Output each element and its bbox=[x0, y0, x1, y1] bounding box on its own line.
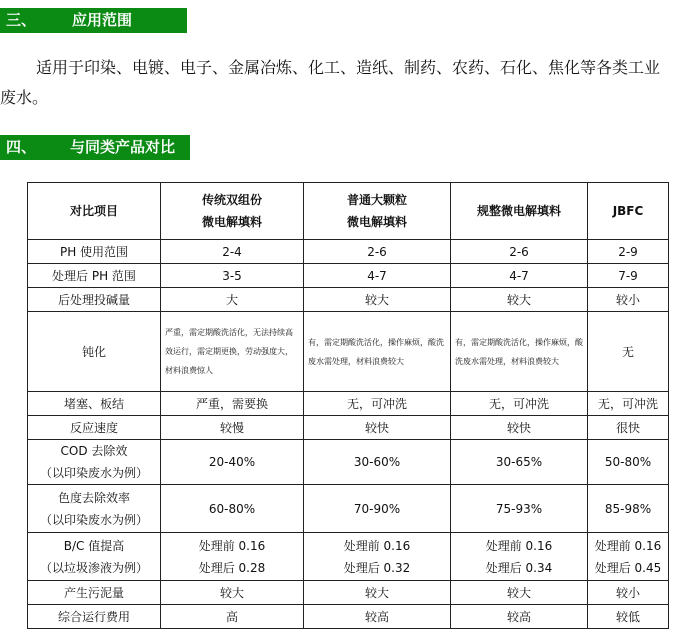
row-label-cell bbox=[28, 440, 161, 485]
row-label-cell bbox=[28, 392, 161, 416]
cell-line: 有，需定期酸洗活化，操作麻烦，酸洗废水需处理，材料浪费较大 bbox=[455, 337, 583, 366]
data-cell bbox=[161, 485, 304, 533]
cell-line: 较小 bbox=[615, 292, 640, 307]
data-cell bbox=[451, 416, 588, 440]
cell-line: 较大 bbox=[364, 585, 389, 600]
cell-line: （以垃圾渗液为例） bbox=[39, 560, 148, 575]
data-cell bbox=[304, 416, 451, 440]
data-cell bbox=[451, 264, 588, 288]
cell-line: 处理后 0.28 bbox=[198, 560, 266, 575]
cell-line: （以印染废水为例） bbox=[39, 512, 148, 527]
table-row bbox=[28, 264, 669, 288]
cell-line: 严重，需定期酸洗活化，无法持续高效运行，需定期更换，劳动强度大，材料浪费惊人 bbox=[165, 328, 293, 375]
table-row bbox=[28, 485, 669, 533]
data-cell bbox=[588, 312, 669, 392]
data-cell bbox=[451, 440, 588, 485]
cell-line: 4-7 bbox=[367, 268, 387, 283]
cell-line: 较高 bbox=[364, 609, 389, 624]
cell-line: 色度去除效率 bbox=[57, 490, 130, 505]
cell-line: 很快 bbox=[615, 420, 640, 435]
table-row bbox=[28, 240, 669, 264]
cell-line: 4-7 bbox=[509, 268, 529, 283]
data-cell bbox=[161, 288, 304, 312]
cell-line: 2-4 bbox=[222, 244, 242, 259]
data-cell bbox=[304, 485, 451, 533]
table-row bbox=[28, 312, 669, 392]
header-cell bbox=[304, 183, 451, 240]
header-cell bbox=[161, 183, 304, 240]
cell-line: PH 使用范围 bbox=[59, 244, 129, 259]
cell-line: 微电解填料 bbox=[346, 215, 407, 229]
data-cell bbox=[161, 581, 304, 605]
cell-line: 20-40% bbox=[208, 455, 256, 469]
cell-line: 规整微电解填料 bbox=[476, 204, 561, 218]
cell-line: 2-6 bbox=[509, 244, 529, 259]
cell-line: 无，可冲洗 bbox=[488, 396, 549, 411]
cell-line: 后处理投碱量 bbox=[57, 292, 130, 307]
cell-line: （以印染废水为例） bbox=[39, 466, 148, 480]
row-label-cell bbox=[28, 312, 161, 392]
data-cell bbox=[161, 440, 304, 485]
data-cell bbox=[588, 605, 669, 629]
cell-line: 2-6 bbox=[367, 244, 387, 259]
data-cell bbox=[451, 392, 588, 416]
table-row bbox=[28, 416, 669, 440]
row-label-cell bbox=[28, 605, 161, 629]
data-cell bbox=[304, 440, 451, 485]
data-cell bbox=[161, 312, 304, 392]
cell-line: 传统双组份 bbox=[201, 193, 262, 207]
data-cell bbox=[161, 605, 304, 629]
cell-line: 较大 bbox=[506, 585, 531, 600]
cell-line: 3-5 bbox=[222, 268, 242, 283]
data-cell bbox=[451, 485, 588, 533]
table-header-row bbox=[28, 183, 669, 240]
data-cell bbox=[588, 264, 669, 288]
cell-line: 较快 bbox=[506, 420, 531, 435]
data-cell bbox=[304, 240, 451, 264]
cell-line: 较高 bbox=[506, 609, 531, 624]
row-label-cell bbox=[28, 416, 161, 440]
data-cell bbox=[304, 605, 451, 629]
data-cell bbox=[161, 392, 304, 416]
cell-line: 严重，需要换 bbox=[195, 396, 268, 411]
cell-line: 处理前 0.16 bbox=[485, 538, 553, 553]
cell-line: 大 bbox=[225, 292, 238, 307]
cell-line: 无，可冲洗 bbox=[597, 396, 658, 411]
section-4-header bbox=[0, 135, 190, 160]
cell-line: B/C 值提高 bbox=[63, 538, 125, 553]
data-cell bbox=[588, 533, 669, 581]
table-row bbox=[28, 605, 669, 629]
cell-line: JBFC bbox=[612, 204, 644, 218]
cell-line: 30-65% bbox=[495, 455, 543, 469]
data-cell bbox=[588, 485, 669, 533]
cell-line: 反应速度 bbox=[69, 420, 118, 435]
cell-line: 处理后 0.32 bbox=[343, 560, 411, 575]
row-label-cell bbox=[28, 240, 161, 264]
data-cell bbox=[304, 264, 451, 288]
cell-line: 处理前 0.16 bbox=[594, 538, 662, 553]
table-row bbox=[28, 581, 669, 605]
table-row bbox=[28, 533, 669, 581]
data-cell bbox=[588, 240, 669, 264]
header-cell bbox=[588, 183, 669, 240]
cell-line: 较大 bbox=[506, 292, 531, 307]
cell-line: 30-60% bbox=[353, 455, 401, 469]
header-cell bbox=[28, 183, 161, 240]
cell-line: 较快 bbox=[364, 420, 389, 435]
cell-line: 高 bbox=[225, 609, 238, 624]
cell-line: COD 去除效 bbox=[60, 444, 128, 458]
data-cell bbox=[588, 392, 669, 416]
data-cell bbox=[451, 312, 588, 392]
cell-line: 对比项目 bbox=[69, 204, 118, 218]
row-label-cell bbox=[28, 533, 161, 581]
cell-line: 有，需定期酸洗活化，操作麻烦，酸洗废水需处理，材料浪费较大 bbox=[308, 337, 444, 366]
row-label-cell bbox=[28, 264, 161, 288]
section-4-number: 四、 bbox=[6, 138, 37, 156]
data-cell bbox=[161, 416, 304, 440]
section-3-header bbox=[0, 8, 187, 33]
comparison-table bbox=[27, 182, 669, 629]
data-cell bbox=[161, 533, 304, 581]
data-cell bbox=[451, 605, 588, 629]
data-cell bbox=[451, 581, 588, 605]
data-cell bbox=[588, 288, 669, 312]
cell-line: 处理前 0.16 bbox=[198, 538, 266, 553]
data-cell bbox=[304, 312, 451, 392]
data-cell bbox=[304, 581, 451, 605]
section-3-title: 应用范围 bbox=[72, 11, 133, 29]
data-cell bbox=[588, 416, 669, 440]
application-paragraph: 适用于印染、电镀、电子、金属冶炼、化工、造纸、制药、农药、石化、焦化等各类工业废水。 bbox=[0, 58, 661, 107]
cell-line: 较慢 bbox=[219, 420, 244, 435]
row-label-cell bbox=[28, 485, 161, 533]
cell-line: 普通大颗粒 bbox=[346, 193, 407, 207]
cell-line: 7-9 bbox=[618, 268, 638, 283]
cell-line: 堵塞、板结 bbox=[63, 396, 124, 411]
data-cell bbox=[304, 392, 451, 416]
cell-line: 处理后 0.34 bbox=[485, 560, 553, 575]
table-row bbox=[28, 440, 669, 485]
data-cell bbox=[304, 288, 451, 312]
cell-line: 较大 bbox=[364, 292, 389, 307]
header-cell bbox=[451, 183, 588, 240]
cell-line: 50-80% bbox=[604, 455, 652, 469]
section-3-number: 三、 bbox=[6, 11, 37, 29]
data-cell bbox=[588, 581, 669, 605]
cell-line: 无，可冲洗 bbox=[346, 396, 407, 411]
cell-line: 处理后 PH 范围 bbox=[52, 268, 136, 283]
cell-line: 微电解填料 bbox=[201, 215, 262, 229]
section-4-title: 与同类产品对比 bbox=[70, 138, 176, 156]
table-row bbox=[28, 392, 669, 416]
data-cell bbox=[304, 533, 451, 581]
cell-line: 无 bbox=[621, 344, 634, 359]
cell-line: 较小 bbox=[615, 585, 640, 600]
data-cell bbox=[451, 240, 588, 264]
cell-line: 75-93% bbox=[495, 501, 543, 516]
cell-line: 综合运行费用 bbox=[57, 609, 130, 624]
row-label-cell bbox=[28, 581, 161, 605]
row-label-cell bbox=[28, 288, 161, 312]
data-cell bbox=[451, 288, 588, 312]
data-cell bbox=[588, 440, 669, 485]
cell-line: 较低 bbox=[615, 609, 640, 624]
cell-line: 产生污泥量 bbox=[63, 585, 124, 600]
cell-line: 钝化 bbox=[81, 344, 106, 359]
table-row bbox=[28, 288, 669, 312]
cell-line: 70-90% bbox=[353, 501, 401, 516]
cell-line: 85-98% bbox=[604, 501, 652, 516]
data-cell bbox=[451, 533, 588, 581]
cell-line: 处理后 0.45 bbox=[594, 560, 662, 575]
data-cell bbox=[161, 264, 304, 288]
cell-line: 60-80% bbox=[208, 501, 256, 516]
cell-line: 较大 bbox=[219, 585, 244, 600]
data-cell bbox=[161, 240, 304, 264]
cell-line: 2-9 bbox=[618, 244, 638, 259]
cell-line: 处理前 0.16 bbox=[343, 538, 411, 553]
